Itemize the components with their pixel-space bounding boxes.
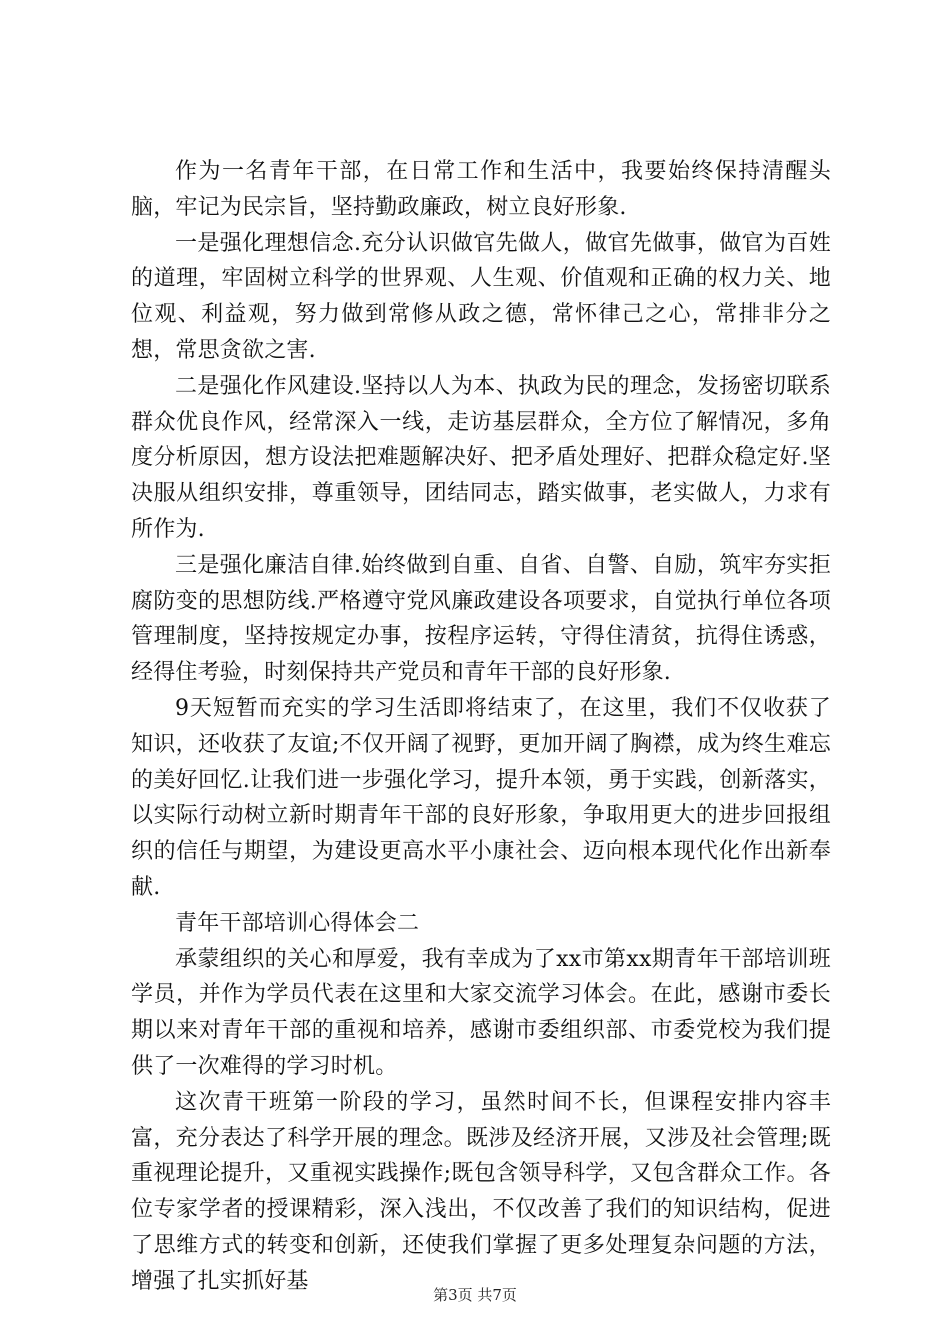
paragraph-7: 这次青干班第一阶段的学习，虽然时间不长，但课程安排内容丰富，充分表达了科学开展的理念。既涉及经济开展，又涉及社会管理;既重视理论提升，又重视实践操作;既包含领导科学，又包含群众工作。各位专家学者的授课精彩，深入浅出，不仅改善了我们的知识结构，促进了思维方式的转变和创新，还使我们掌握了更多处理复杂问题的方法，增强了扎实抓好基 bbox=[131, 1089, 831, 1294]
paragraph-3: 二是强化作风建设.坚持以人为本、执政为民的理念，发扬密切联系群众优良作风，经常深入一线，走访基层群众，全方位了解情况，多角度分析原因，想方设法把难题解决好、把矛盾处理好、把群众稳定好.坚决服从组织安排，尊重领导，团结同志，踏实做事，老实做人，力求有所作为. bbox=[131, 373, 831, 542]
paragraph-5: 9天短暂而充实的学习生活即将结束了，在这里，我们不仅收获了知识，还收获了友谊;不仅开阔了视野，更加开阔了胸襟，成为终生难忘的美好回忆.让我们进一步强化学习，提升本领，勇于实践，创新落实，以实际行动树立新时期青年干部的良好形象，争取用更大的进步回报组织的信任与期望，为建设更高水平小康社会、迈向根本现代化作出新奉献. bbox=[131, 695, 831, 900]
paragraph-1: 作为一名青年干部，在日常工作和生活中，我要始终保持清醒头脑，牢记为民宗旨，坚持勤政廉政，树立良好形象. bbox=[131, 159, 831, 220]
paragraph-6: 承蒙组织的关心和厚爱，我有幸成为了xx市第xx期青年干部培训班学员，并作为学员代表在这里和大家交流学习体会。在此，感谢市委长期以来对青年干部的重视和培养，感谢市委组织部、市委党校为我们提供了一次难得的学习时机。 bbox=[131, 946, 831, 1079]
paragraph-4: 三是强化廉洁自律.始终做到自重、自省、自警、自励，筑牢夯实拒腐防变的思想防线.严格遵守党风廉政建设各项要求，自觉执行单位各项管理制度，坚持按规定办事，按程序运转，守得住清贫，抗得住诱惑，经得住考验，时刻保持共产党员和青年干部的良好形象. bbox=[131, 552, 831, 686]
document-body bbox=[131, 154, 831, 1300]
paragraph-2: 一是强化理想信念.充分认识做官先做人，做官先做事，做官为百姓的道理，牢固树立科学的世界观、人生观、价值观和正确的权力关、地位观、利益观，努力做到常修从政之德，常怀律己之心，常排非分之想，常思贪欲之害. bbox=[131, 230, 831, 363]
section-heading: 青年干部培训心得体会二 bbox=[175, 910, 420, 936]
page-number-footer: 第3页 共7页 bbox=[433, 1286, 517, 1304]
